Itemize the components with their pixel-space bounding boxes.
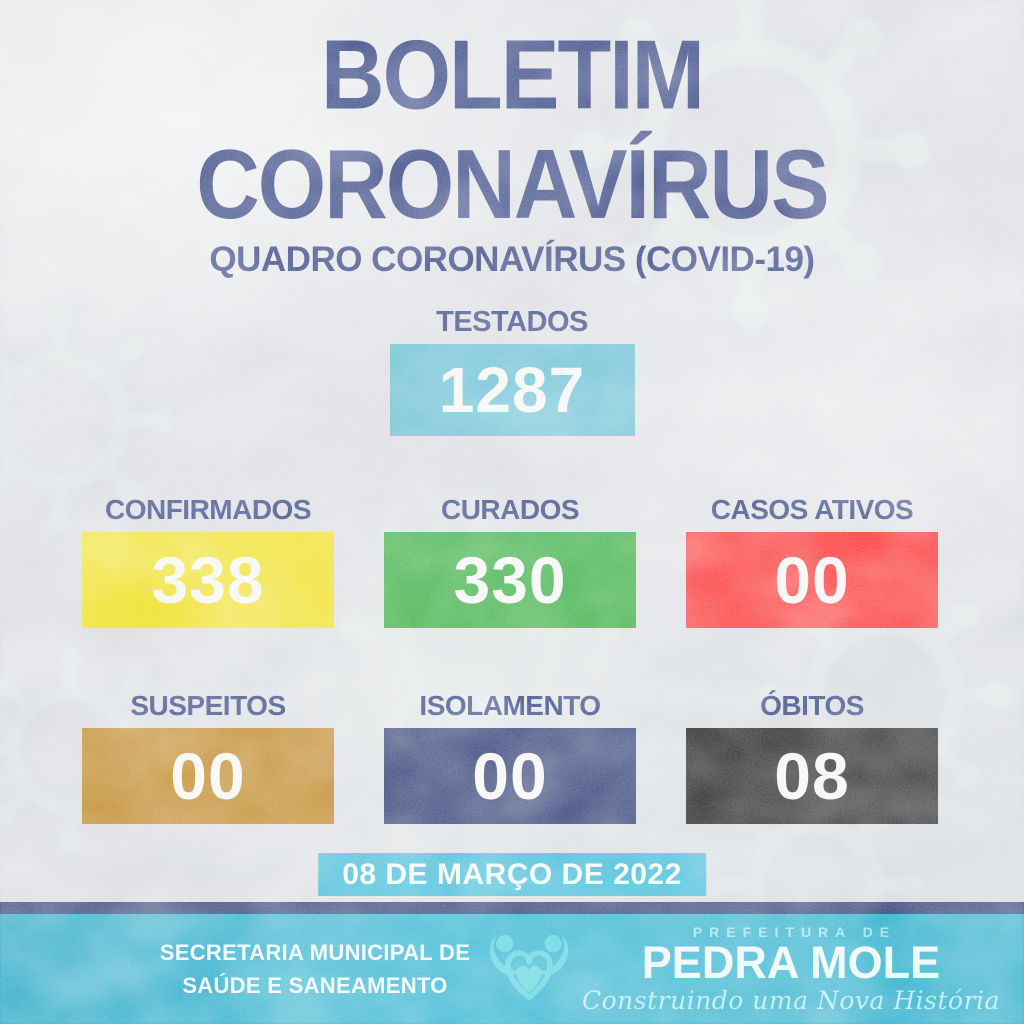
stat-card-testados — [0, 306, 1024, 436]
stats-row-1 — [82, 494, 938, 628]
department-line-1: SECRETARIA MUNICIPAL DE — [159, 940, 471, 965]
stats-row-2 — [82, 690, 938, 824]
stat-label: SUSPEITOS — [130, 690, 286, 721]
stat-card-suspeitos — [82, 690, 334, 824]
title-line-1: BOLETIM — [321, 18, 703, 130]
stat-value-box — [82, 532, 334, 628]
stat-card-casos-ativos — [686, 494, 938, 628]
date-badge: 08 DE MARÇO DE 2022 — [318, 853, 706, 896]
stat-value: 1287 — [438, 354, 586, 426]
stat-label: CASOS ATIVOS — [710, 494, 914, 525]
stat-card-obitos — [686, 690, 938, 824]
stat-value: 00 — [774, 543, 850, 617]
stat-card-isolamento — [384, 690, 636, 824]
logo-name: PEDRA MOLE — [641, 937, 941, 988]
title-line-2: CORONAVÍRUS — [196, 128, 828, 240]
stat-value-box — [384, 532, 636, 628]
stat-value: 338 — [151, 543, 265, 617]
stat-label: CONFIRMADOS — [104, 494, 312, 525]
stat-card-curados — [384, 494, 636, 628]
stat-value-box — [82, 728, 334, 824]
department-name — [130, 914, 500, 1024]
stat-label: CURADOS — [440, 494, 580, 525]
stat-value-box — [390, 344, 635, 436]
stat-value-box — [686, 532, 938, 628]
logo-pretitle: PREFEITURA DE — [692, 924, 897, 940]
stat-card-confirmados — [82, 494, 334, 628]
people-heart-logo-icon — [486, 931, 572, 1011]
stat-label: ÓBITOS — [760, 690, 864, 721]
stat-value-box — [384, 728, 636, 824]
page-subtitle: QUADRO CORONAVÍRUS (COVID-19) — [209, 240, 815, 279]
stat-value: 00 — [472, 739, 548, 813]
footer — [0, 914, 1024, 1024]
logo-text — [582, 924, 1000, 1014]
city-hall-logo — [486, 914, 1014, 1024]
logo-slogan: Construindo uma Nova História — [582, 986, 1000, 1015]
stat-value: 08 — [774, 739, 850, 813]
page-title — [0, 20, 1024, 240]
footer-divider — [0, 902, 1024, 914]
stat-value: 330 — [453, 543, 567, 617]
stat-value-box — [686, 728, 938, 824]
stat-label: ISOLAMENTO — [419, 690, 601, 721]
department-line-2: SAÚDE E SANEAMENTO — [182, 973, 448, 998]
stat-label: TESTADOS — [436, 306, 588, 338]
stat-value: 00 — [170, 739, 246, 813]
